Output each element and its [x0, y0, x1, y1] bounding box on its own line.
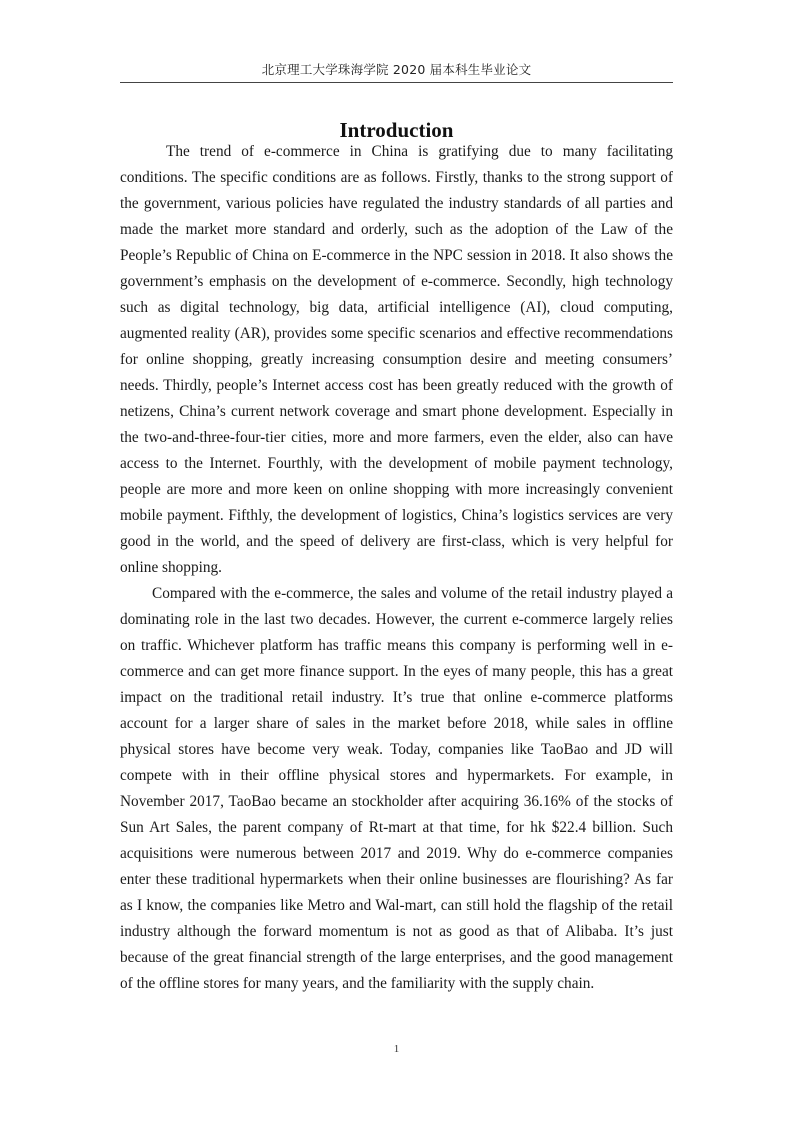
page-number: 1: [393, 1043, 400, 1055]
header-rule: [120, 82, 673, 83]
body-text: [120, 139, 673, 997]
paragraph-2: Compared with the e-commerce, the sales and volume of the retail industry played a dominating role in the last two decades. However, the current e-commerce largely relies on traffic. Whichever platform has traffic means this company is performing well in e-commerce and can get more finance support. In the eyes of many people, this has a great impact on the traditional retail industry. It’s true that online e-commerce platforms account for a larger share of sales in the market before 2018, while sales in offline physical stores have become very weak. Today, companies like TaoBao and JD will compete with in their offline physical stores and hypermarkets. For example, in November 2017, TaoBao became an stockholder after acquiring 36.16% of the stocks of Sun Art Sales, the parent company of Rt-mart at that time, for hk $22.4 billion. Such acquisitions were numerous between 2017 and 2019. Why do e-commerce companies enter these traditional hypermarkets when their online businesses are flourishing? As far as I know, the companies like Metro and Wal-mart, can still hold the flagship of the retail industry although the forward momentum is not as good as that of Alibaba. It’s just because of the great financial strength of the large enterprises, and the good management of the offline stores for many years, and the familiarity with the supply chain.: [120, 585, 673, 992]
section-title: Introduction: [339, 118, 454, 143]
running-header: 北京理工大学珠海学院 2020 届本科生毕业论文: [261, 62, 532, 77]
paragraph-1: The trend of e-commerce in China is gratifying due to many facilitating conditions. The specific conditions are as follows. Firstly, thanks to the strong support of the government, various policies have regulated the industry standards of all parties and made the market more standard and orderly, such as the adoption of the Law of the People’s Republic of China on E-commerce in the NPC session in 2018. It also shows the government’s emphasis on the development of e-commerce. Secondly, high technology such as digital technology, big data, artificial intelligence (AI), cloud computing, augmented reality (AR), provides some specific scenarios and effective recommendations for online shopping, greatly increasing consumption desire and meeting consumers’ needs. Thirdly, people’s Internet access cost has been greatly reduced with the growth of netizens, China’s current network coverage and smart phone development. Especially in the two-and-three-four-tier cities, more and more farmers, even the elder, also can have access to the Internet. Fourthly, with the development of mobile payment technology, people are more and more keen on online shopping with more increasingly convenient mobile payment. Fifthly, the development of logistics, China’s logistics services are very good in the world, and the speed of delivery are first-class, which is very helpful for online shopping.: [120, 143, 673, 576]
